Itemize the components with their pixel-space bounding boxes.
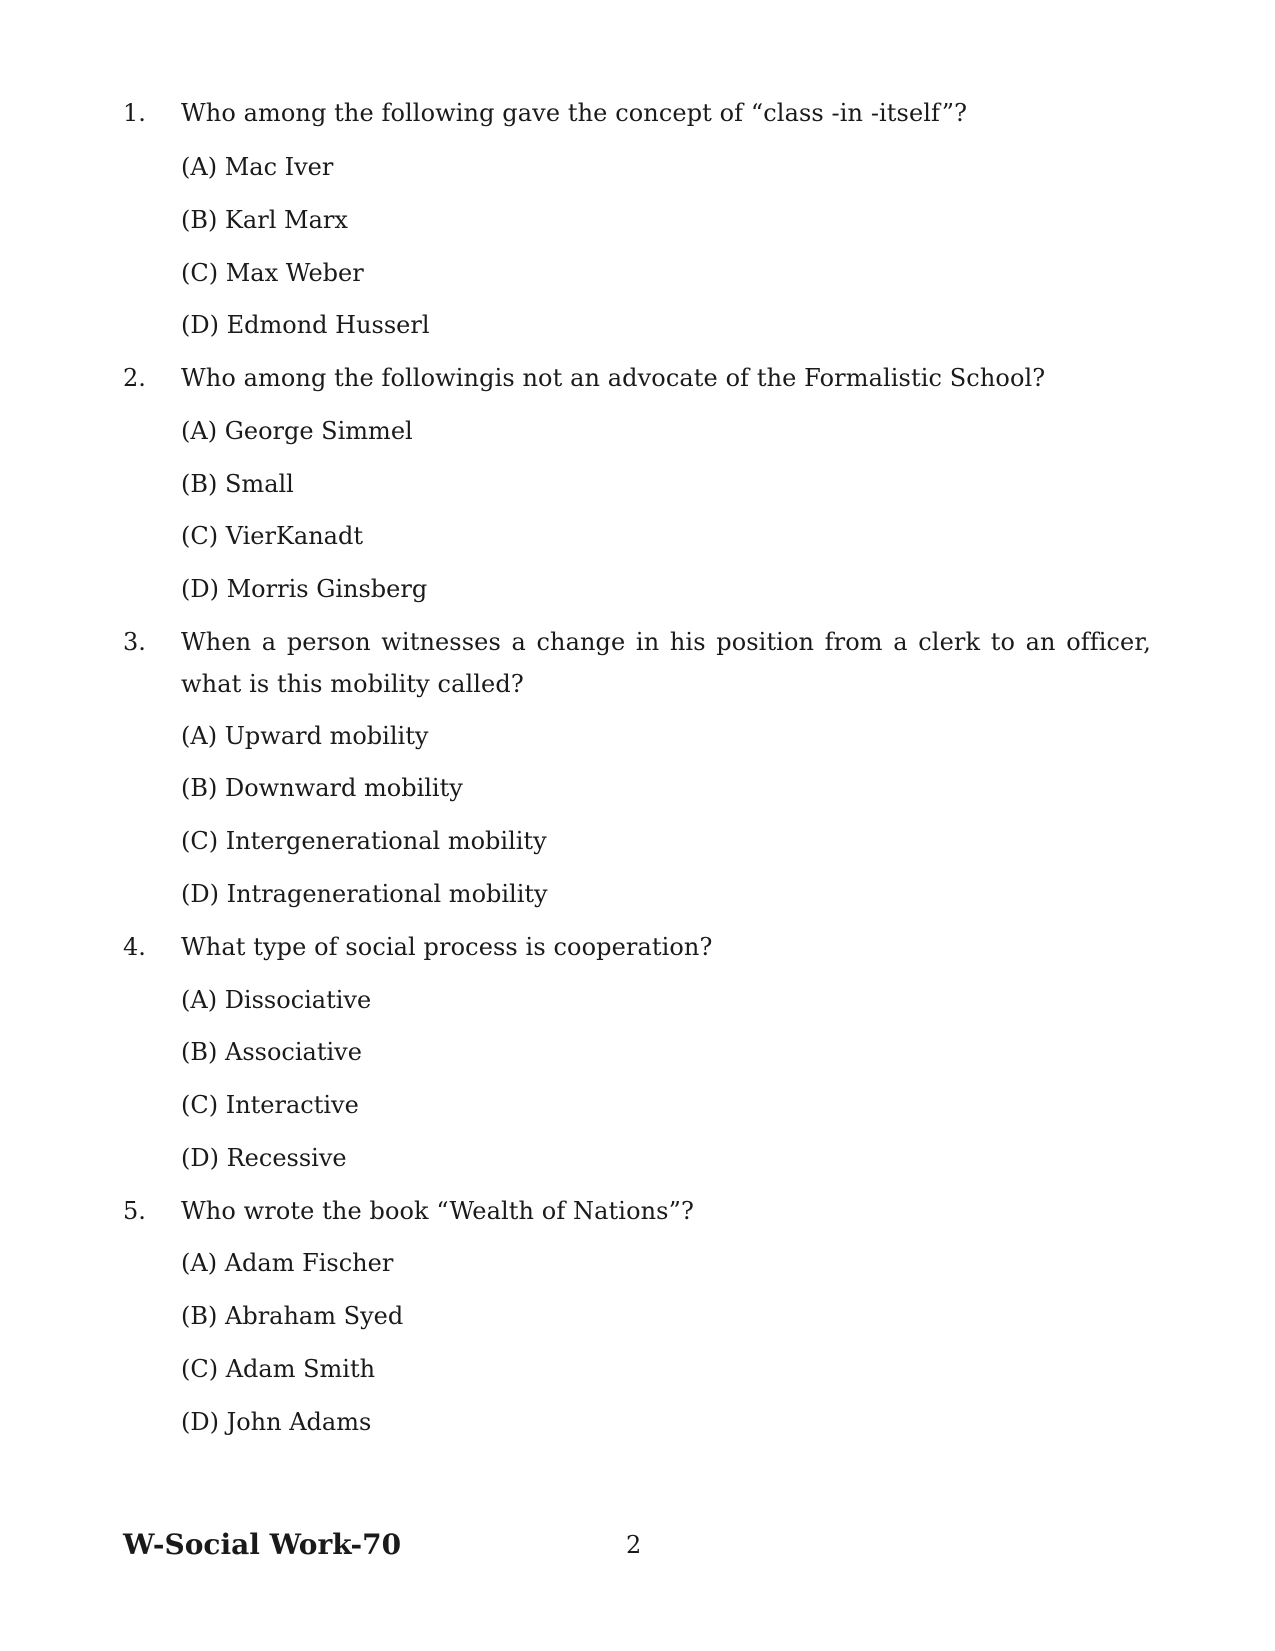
option-1c: (C) Max Weber — [181, 259, 364, 287]
question-text: When a person witnesses a change in his position from a clerk to an officer, what is this mobility called? — [181, 628, 1151, 698]
question-number: 2. — [123, 364, 146, 392]
option-4b: (B) Associative — [181, 1038, 362, 1066]
option-5b: (B) Abraham Syed — [181, 1302, 404, 1330]
question-number: 1. — [123, 99, 146, 127]
option-1d: (D) Edmond Husserl — [181, 311, 430, 339]
question-text: Who among the followingis not an advocate of the Formalistic School? — [181, 364, 1046, 392]
option-5d: (D) John Adams — [181, 1408, 372, 1436]
option-3a: (A) Upward mobility — [181, 722, 429, 750]
option-2d: (D) Morris Ginsberg — [181, 575, 428, 603]
option-3d: (D) Intragenerational mobility — [181, 880, 548, 908]
option-3b: (B) Downward mobility — [181, 774, 463, 802]
option-2a: (A) George Simmel — [181, 417, 413, 445]
question-text: Who among the following gave the concept of “class -in -itself”? — [181, 99, 968, 127]
option-3c: (C) Intergenerational mobility — [181, 827, 547, 855]
option-2c: (C) VierKanadt — [181, 522, 363, 550]
option-4a: (A) Dissociative — [181, 986, 372, 1014]
page-number: 2 — [626, 1531, 642, 1559]
question-text: What type of social process is cooperation? — [181, 933, 713, 961]
question-number: 5. — [123, 1197, 146, 1225]
option-4d: (D) Recessive — [181, 1144, 347, 1172]
footer-paper-code: W-Social Work-70 — [123, 1528, 402, 1561]
question-text: Who wrote the book “Wealth of Nations”? — [181, 1197, 694, 1225]
question-number: 3. — [123, 628, 146, 656]
option-2b: (B) Small — [181, 470, 294, 498]
question-number: 4. — [123, 933, 146, 961]
option-5c: (C) Adam Smith — [181, 1355, 376, 1383]
option-1a: (A) Mac Iver — [181, 153, 334, 181]
option-5a: (A) Adam Fischer — [181, 1249, 394, 1277]
option-4c: (C) Interactive — [181, 1091, 359, 1119]
option-1b: (B) Karl Marx — [181, 206, 348, 234]
